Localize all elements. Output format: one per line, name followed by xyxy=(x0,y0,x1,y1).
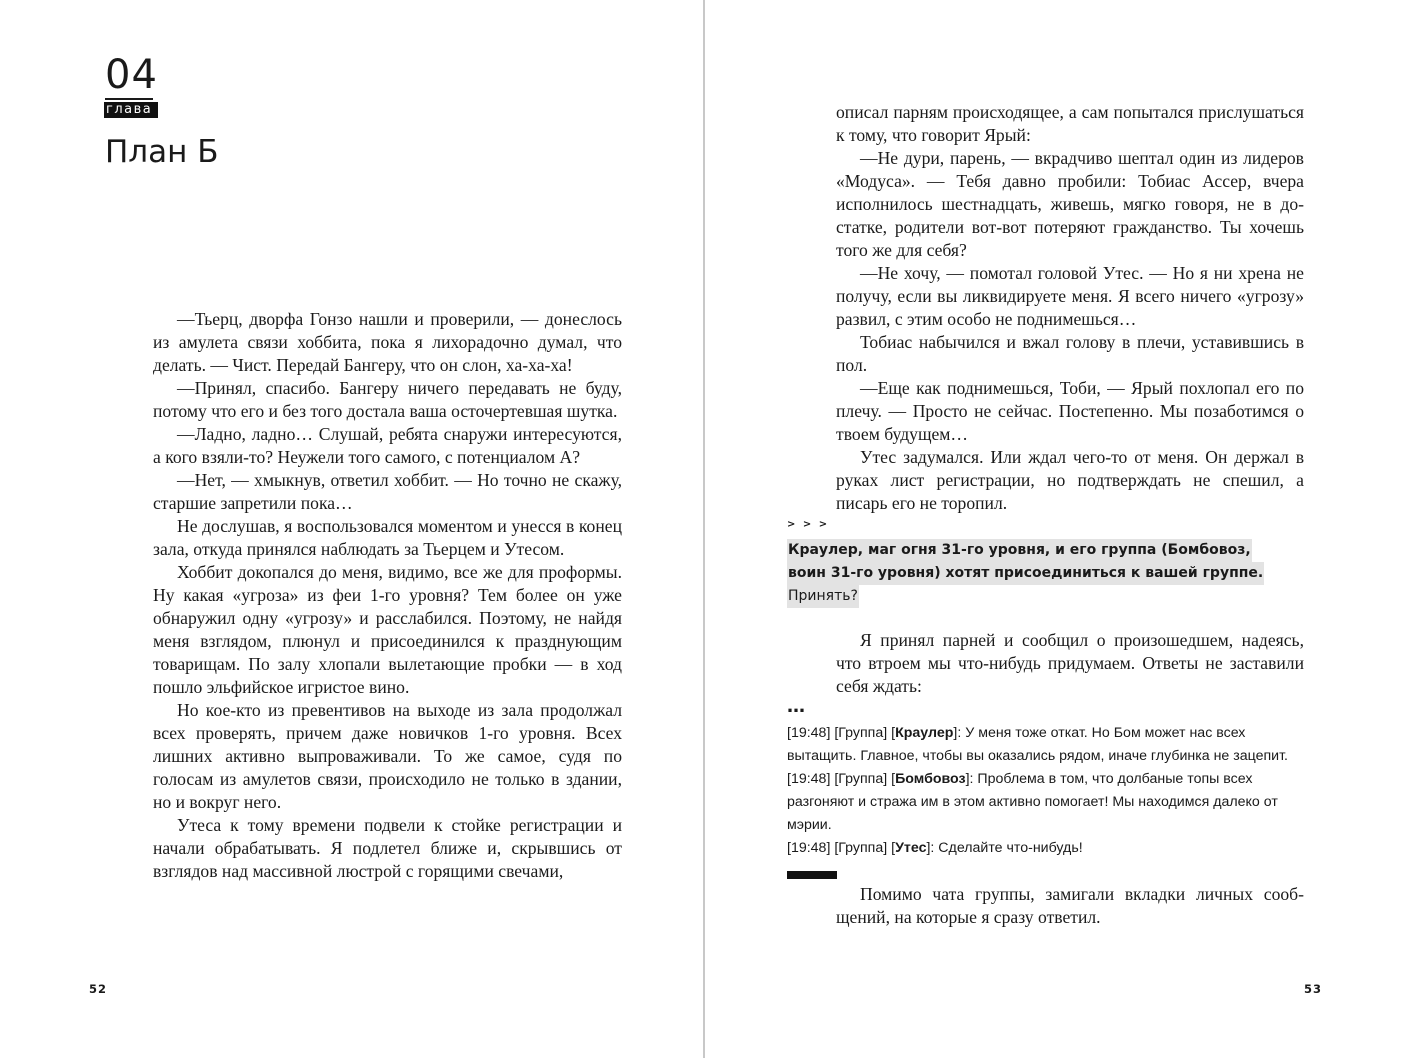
page-number-left: 52 xyxy=(89,982,108,996)
paragraph: —Не хочу, — помотал головой Утес. — Но я ни хрена не получу, если вы ликвидируете меня. Я всего ничего «угрозу» развил, с этим особо не поднимешься… xyxy=(836,263,1304,329)
system-message-line: Краулер, маг огня 31-го уровня, и его группа (Бомбовоз, xyxy=(787,539,1252,562)
paragraph: Не дослушав, я воспользовался моментом и унесся в конец зала, откуда принялся наблюдать за Тьерцем и Утесом. xyxy=(153,516,622,559)
paragraph: —Еще как поднимешься, Тоби, — Ярый похлопал его по плечу. — Просто не сейчас. Постепенно. Мы позаботимся о твоем будущем… xyxy=(836,378,1304,444)
chat-time: [19:48] xyxy=(787,725,831,741)
chat-time: [19:48] xyxy=(787,840,831,856)
system-message xyxy=(787,539,1264,608)
chat-message: [19:48] [Группа] [Бомбовоз]: Проблема в том, что долбаные топы всех разгоняют и стража им в этом активно помогает! Мы находимся далеко от мэрии. xyxy=(787,771,1278,833)
paragraph: —Тьерц, дворфа Гонзо нашли и проверили, — донеслось из амулета связи хоббита, пока я лихорадочно думал, что делать. — Чист. Передай Бангеру, что он слон, ха-ха-ха! xyxy=(153,309,622,375)
paragraph: описал парням происходящее, а сам попытался прислушаться к тому, что говорит Ярый: xyxy=(836,102,1304,145)
right-page-body-mid xyxy=(836,629,1304,698)
chat-channel: [Группа] xyxy=(834,725,888,741)
page-number-right: 53 xyxy=(1304,982,1323,996)
paragraph: Помимо чата группы, замигали вкладки личных сообщений, на которые я сразу ответил. xyxy=(836,884,1304,927)
chat-text: Проблема в том, что долбаные топы всех разгоняют и стража им в этом активно помогает! Мы находимся далеко от мэрии. xyxy=(787,771,1278,833)
chapter-title: План Б xyxy=(105,134,219,170)
chat-log xyxy=(787,722,1307,860)
paragraph: —Ладно, ладно… Слушай, ребята снаружи интересуются, а кого взяли-то? Неужели того самого, с потенциалом А? xyxy=(153,424,622,467)
chat-text: У меня тоже откат. Но Бом может нас всех вытащить. Главное, чтобы вы оказались рядом, иначе глубинка не зацепит. xyxy=(787,725,1288,764)
right-page-body-top xyxy=(836,101,1304,515)
paragraph: Утес задумался. Или ждал чего-то от меня. Он держал в руках лист регистрации, но подтверждать не спешил, а писарь его не торопил. xyxy=(836,447,1304,513)
system-message-question: Принять? xyxy=(787,585,859,608)
paragraph: —Принял, спасибо. Бангеру ничего передавать не буду, потому что его и без того достала ваша осточертевшая шутка. xyxy=(153,378,622,421)
chapter-number: 04 xyxy=(105,52,158,98)
paragraph: Но кое-кто из превентивов на выходе из зала продолжал всех проверять, причем даже новичков 1-го уровня. Всех лишних активно выпроваживали. То же самое, судя по голосам из амулетов связи, происходило не только в здании, но и вокруг него. xyxy=(153,700,622,812)
paragraph: —Нет, — хмыкнув, ответил хоббит. — Но точно не скажу, старшие запретили пока… xyxy=(153,470,622,513)
system-message-line: воин 31-го уровня) хотят присоединиться к вашей группе. xyxy=(787,562,1264,585)
left-page-body xyxy=(153,308,622,883)
chapter-label: глава xyxy=(104,102,158,118)
chat-marker: … xyxy=(787,696,806,717)
chat-author: Бомбовоз xyxy=(895,771,966,787)
chat-author: Краулер xyxy=(895,725,954,741)
paragraph: Хоббит докопался до меня, видимо, все же для проформы. Ну какая «угроза» из феи 1-го уровня? Тем более он уже обнаружил одну «угрозу» и расслабился. Поэтому, не найдя меня взглядом, плюнул и присоединился к празднующим товарищам. По залу хлопали вылетающие пробки — в ход пошло эльфийское игристое вино. xyxy=(153,562,622,697)
system-message-marker: > > > xyxy=(787,519,830,530)
page-gutter xyxy=(703,0,705,1058)
chapter-rule xyxy=(105,98,153,100)
right-page-body-end xyxy=(836,883,1304,929)
chat-message: [19:48] [Группа] [Краулер]: У меня тоже откат. Но Бом может нас всех вытащить. Главное, чтобы вы оказались рядом, иначе глубинка не зацепит. xyxy=(787,725,1288,764)
chat-channel: [Группа] xyxy=(834,771,888,787)
paragraph: Утеса к тому времени подвели к стойке регистрации и начали обрабатывать. Я подлетел ближе и, скрывшись от взглядов над массивной люстрой с горящими свечами, xyxy=(153,815,622,881)
chat-message: [19:48] [Группа] [Утес]: Сделайте что-нибудь! xyxy=(787,840,1083,856)
chat-author: Утес xyxy=(895,840,927,856)
chat-end-bar xyxy=(787,871,837,879)
paragraph: —Не дури, парень, — вкрадчиво шептал один из лидеров «Модуса». — Тебя давно пробили: Тобиас Ассер, вчера исполнилось шестнадцать, живешь, мягко говоря, не в достатке, родители вот-вот потеряют гражданство. Ты хочешь того же для себя? xyxy=(836,148,1304,260)
paragraph: Тобиас набычился и вжал голову в плечи, уставившись в пол. xyxy=(836,332,1304,375)
chat-text: Сделайте что-нибудь! xyxy=(938,840,1083,856)
paragraph: Я принял парней и сообщил о произошедшем, надеясь, что втроем мы что-нибудь придумаем. Ответы не заставили себя ждать: xyxy=(836,630,1304,696)
chat-time: [19:48] xyxy=(787,771,831,787)
chat-channel: [Группа] xyxy=(834,840,888,856)
